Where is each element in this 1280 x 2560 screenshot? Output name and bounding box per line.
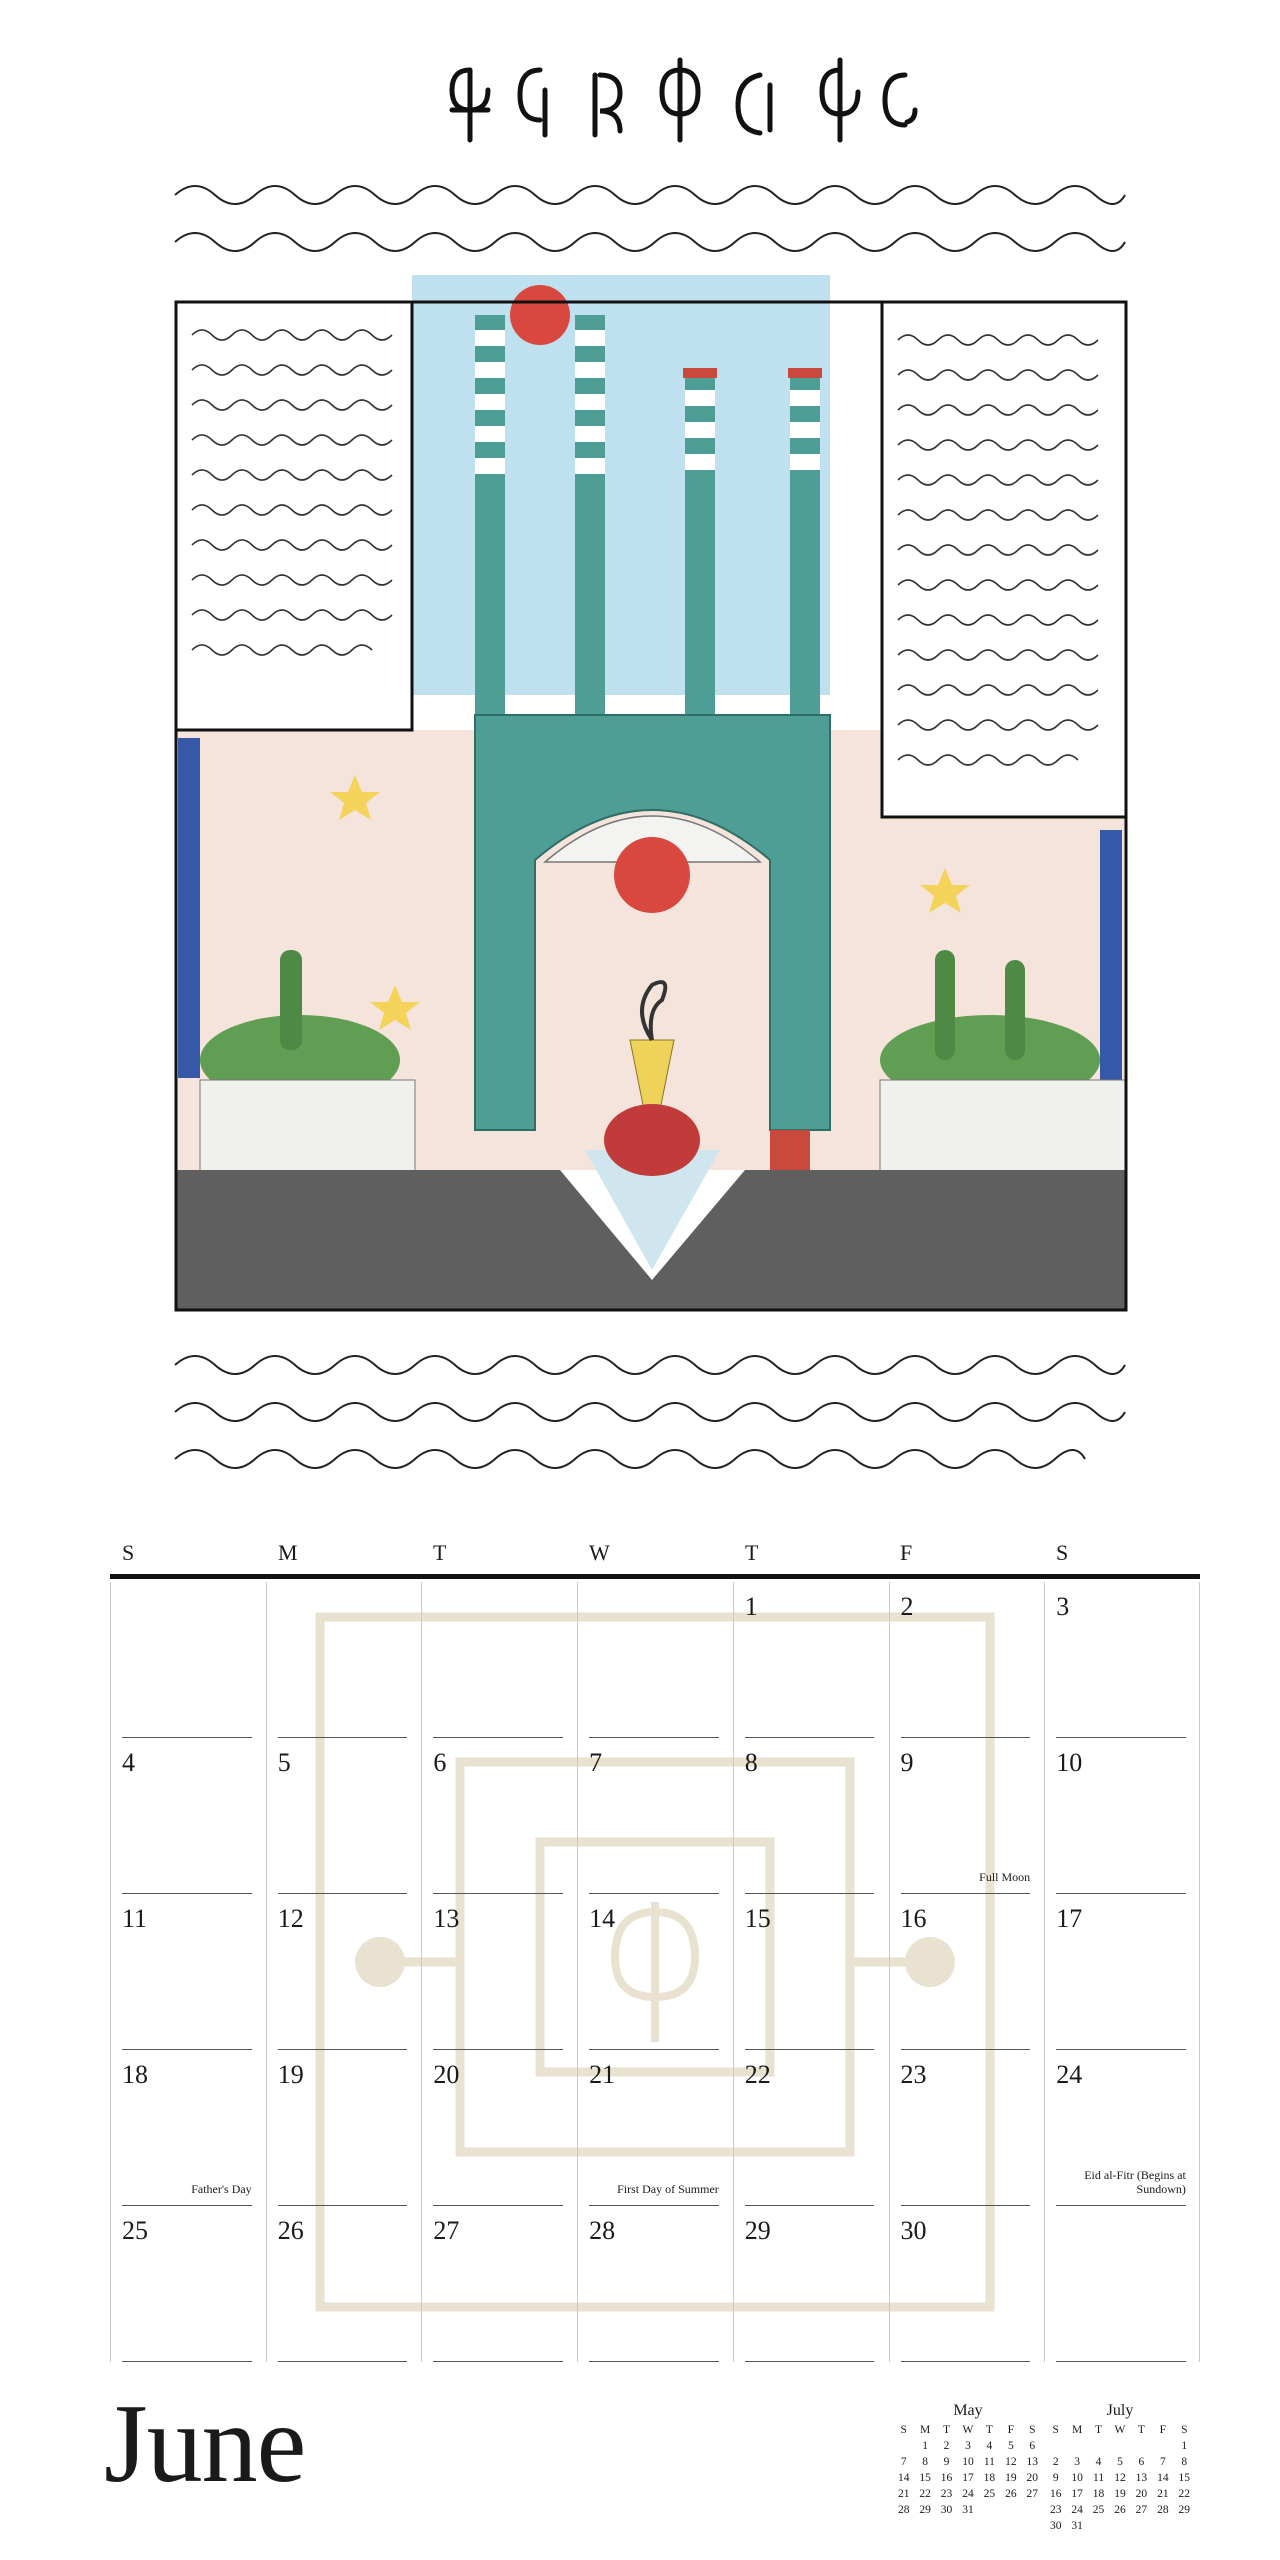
weekday-saturday: S: [1056, 1540, 1070, 1565]
day-cell[interactable]: [1044, 1738, 1200, 1894]
day-cell[interactable]: [110, 1894, 266, 2050]
day-cell[interactable]: [733, 2050, 889, 2206]
day-number: 9: [900, 1748, 914, 1777]
day-cell[interactable]: [889, 1894, 1045, 2050]
event-full-moon: Full Moon: [979, 1870, 1031, 1884]
day-number: 7: [589, 1748, 603, 1777]
red-pillar: [770, 1130, 810, 1170]
sky-panel: [412, 275, 830, 695]
day-number: 24: [1056, 2060, 1083, 2089]
day-cell[interactable]: [421, 1894, 577, 2050]
day-number: 15: [744, 1904, 771, 1933]
weekday-wednesday: W: [589, 1540, 611, 1565]
day-number: 26: [277, 2216, 304, 2245]
day-cell[interactable]: [266, 2050, 422, 2206]
day-cell[interactable]: [889, 2050, 1045, 2206]
weekday-tuesday: T: [433, 1540, 448, 1565]
day-number: 12: [277, 1904, 304, 1933]
header-rule: [110, 1574, 1200, 1579]
calendar-grid: [110, 1582, 1200, 2362]
day-number: 16: [900, 1904, 927, 1933]
day-cell[interactable]: [266, 1894, 422, 2050]
mini-calendar-table: S M T W T F S 1 2 3 4 5 6 7 8 9 10 11 12 13 14 15 16 17 18 19 20 21 22 23 24 25 26 27 28 29 30 31: [1049, 2424, 1191, 2532]
day-number: 29: [744, 2216, 771, 2245]
month-calendar: [110, 1540, 1200, 2245]
day-cell[interactable]: [421, 2050, 577, 2206]
day-number: 23: [900, 2060, 927, 2089]
day-cell-blank: [421, 1582, 577, 1738]
day-cell[interactable]: [1044, 1894, 1200, 2050]
weekday-header: [110, 1540, 1200, 1574]
day-cell[interactable]: [110, 2206, 266, 2362]
day-cell[interactable]: [889, 1582, 1045, 1738]
day-number: 21: [589, 2060, 616, 2089]
day-cell[interactable]: [889, 1738, 1045, 1894]
day-number: 14: [589, 1904, 616, 1933]
day-number: 30: [900, 2216, 927, 2245]
event-first-day-of-summer: First Day of Summer: [617, 2182, 719, 2196]
day-number: 4: [122, 1748, 135, 1777]
month-title: June: [104, 2382, 306, 2506]
weekday-friday: F: [900, 1540, 914, 1565]
day-number: 10: [1056, 1748, 1083, 1777]
day-number: 11: [122, 1904, 148, 1933]
day-cell[interactable]: [110, 1738, 266, 1894]
event-eid-al-fitr: Eid al-Fitr (Begins at Sundown): [1084, 2168, 1186, 2196]
right-blue-pillar: [1100, 830, 1122, 1080]
left-blue-pillar: [178, 738, 200, 1078]
day-number: 20: [433, 2060, 460, 2089]
weekday-monday: M: [278, 1540, 299, 1565]
day-cell[interactable]: [421, 2206, 577, 2362]
left-text-panel: [176, 302, 412, 730]
pseudo-script-bottom: [175, 1356, 1125, 1468]
day-number: 1: [744, 1592, 758, 1621]
day-number: 6: [433, 1748, 447, 1777]
day-number: 3: [1056, 1592, 1070, 1621]
day-number: 5: [277, 1748, 291, 1777]
day-cell[interactable]: [110, 2050, 266, 2206]
mini-calendar-title: May: [953, 2402, 983, 2419]
day-number: 19: [277, 2060, 304, 2089]
day-number: 8: [744, 1748, 758, 1777]
mini-calendar-july: [1045, 2402, 1195, 2534]
day-cell[interactable]: [421, 1738, 577, 1894]
event-fathers-day: Father's Day: [191, 2182, 252, 2196]
red-ball-arch: [614, 837, 690, 913]
day-number: 22: [744, 2060, 771, 2089]
day-cell[interactable]: [577, 1894, 733, 2050]
mini-calendar-may: [893, 2402, 1043, 2518]
day-number: 18: [122, 2060, 148, 2089]
day-cell[interactable]: [889, 2206, 1045, 2362]
pseudo-script-top: [175, 186, 1125, 251]
day-number: 17: [1056, 1904, 1083, 1933]
day-cell[interactable]: [733, 1738, 889, 1894]
day-cell[interactable]: [577, 1738, 733, 1894]
flowers: [604, 1104, 700, 1176]
day-cell[interactable]: [577, 2206, 733, 2362]
day-number: 28: [589, 2216, 616, 2245]
day-cell-blank: [577, 1582, 733, 1738]
decorative-title-glyphs: [452, 60, 915, 140]
weekday-sunday: S: [122, 1540, 136, 1565]
day-number: 13: [433, 1904, 460, 1933]
day-number: 25: [122, 2216, 148, 2245]
mini-calendar-table: S M T W T F S 1 2 3 4 5 6 7 8 9 10 11 12 13 14 15 16 17 18 19 20 21 22 23 24 25 26 27 28 29 30 31: [897, 2424, 1039, 2516]
day-number: 27: [433, 2216, 460, 2245]
weekday-thursday: T: [745, 1540, 760, 1565]
day-cell[interactable]: [733, 1582, 889, 1738]
red-ball-top: [510, 285, 570, 345]
day-number: 2: [900, 1592, 914, 1621]
mini-calendar-title: July: [1106, 2402, 1134, 2419]
day-cell[interactable]: [266, 2206, 422, 2362]
day-cell-blank: [1044, 2206, 1200, 2362]
day-cell[interactable]: [577, 2050, 733, 2206]
day-cell[interactable]: [1044, 1582, 1200, 1738]
day-cell-blank: [266, 1582, 422, 1738]
day-cell[interactable]: [733, 1894, 889, 2050]
day-cell-blank: [110, 1582, 266, 1738]
day-cell[interactable]: [733, 2206, 889, 2362]
day-cell[interactable]: [266, 1738, 422, 1894]
day-cell[interactable]: [1044, 2050, 1200, 2206]
